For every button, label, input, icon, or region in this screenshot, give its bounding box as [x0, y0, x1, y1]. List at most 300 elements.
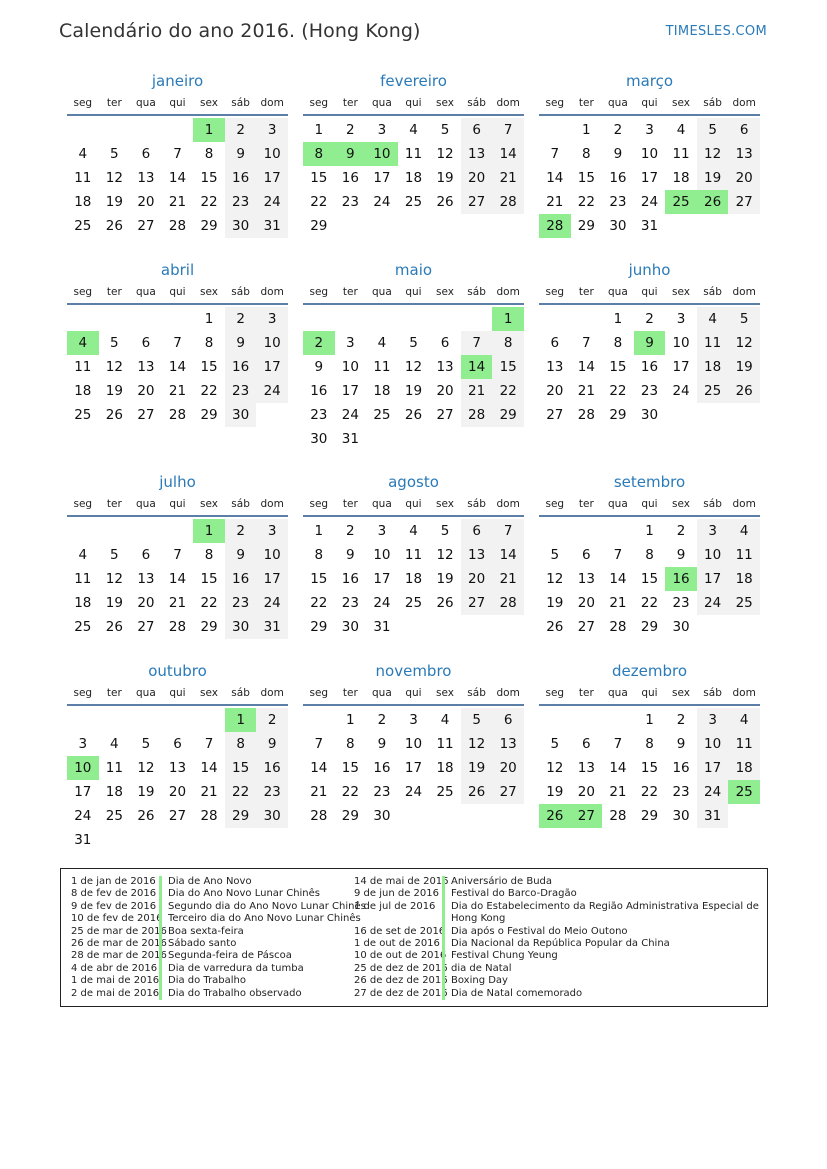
weekday-label: dom: [260, 97, 284, 109]
weekday-label: qui: [169, 97, 186, 109]
day-grid: [303, 118, 524, 262]
day-cell: 24: [404, 784, 423, 800]
day-cell: 27: [461, 190, 493, 214]
day-cell: 17: [256, 567, 288, 591]
weekday-label: sex: [200, 687, 219, 699]
legend-date: 25 de dez de 2016: [354, 962, 448, 974]
weekday-label: qua: [372, 286, 392, 298]
day-cell: 9: [346, 547, 355, 563]
day-cell: 30: [341, 619, 359, 635]
day-cell: 2: [225, 307, 257, 331]
legend-date: 9 de fev de 2016: [71, 900, 157, 912]
weekday-label: dom: [732, 498, 756, 510]
weekday-label: qua: [372, 687, 392, 699]
legend-date: 1 de jan de 2016: [71, 876, 156, 887]
day-cell: 29: [200, 407, 218, 423]
day-cell: 15: [200, 571, 218, 587]
day-cell: 20: [137, 595, 155, 611]
day-cell: 2: [676, 523, 686, 539]
legend-holiday-name: Aniversário de Buda: [442, 876, 552, 888]
day-cell: 30: [672, 619, 690, 635]
day-cell: 5: [110, 146, 119, 162]
weekday-label: sex: [200, 498, 219, 510]
month-name: setembro: [613, 473, 686, 491]
day-cell: 23: [256, 780, 288, 804]
day-cell: 18: [404, 571, 423, 587]
day-cell: 10: [341, 359, 359, 375]
day-cell: 18: [728, 567, 760, 591]
holiday-day-cell: 9: [634, 331, 666, 355]
weekday-label: sáb: [703, 286, 722, 298]
month-name: dezembro: [612, 662, 687, 680]
day-cell: 10: [697, 732, 729, 756]
day-cell: 11: [404, 547, 423, 563]
day-cell: 18: [74, 595, 92, 611]
day-cell: 14: [310, 760, 328, 776]
day-cell: 28: [577, 407, 595, 423]
day-cell: 18: [728, 756, 760, 780]
day-cell: 7: [461, 331, 493, 355]
day-cell: 5: [409, 335, 418, 351]
day-cell: 12: [137, 760, 155, 776]
day-cell: 11: [105, 760, 123, 776]
day-cell: 25: [728, 591, 760, 615]
day-cell: 9: [225, 331, 257, 355]
day-cell: 9: [256, 732, 288, 756]
day-cell: 15: [640, 571, 659, 587]
weekday-header: [303, 686, 524, 704]
day-cell: 7: [582, 335, 591, 351]
day-cell: 21: [168, 194, 187, 210]
day-cell: 30: [310, 431, 328, 447]
day-cell: 3: [256, 118, 288, 142]
day-cell: 26: [728, 379, 760, 403]
day-cell: 8: [204, 547, 214, 563]
day-cell: 22: [310, 595, 328, 611]
weekday-label: qui: [169, 286, 186, 298]
day-cell: 7: [204, 736, 214, 752]
legend-holiday-name: Dia do Estabelecimento da Região Administrativa Especial de: [442, 901, 759, 913]
header-divider: [67, 704, 288, 706]
day-cell: 20: [728, 166, 760, 190]
day-cell: 26: [546, 619, 564, 635]
month-novembro: [303, 660, 524, 852]
legend-date: 8 de fev de 2016: [71, 888, 157, 900]
page-title: Calendário do ano 2016. (Hong Kong): [59, 20, 421, 42]
day-cell: 21: [492, 567, 524, 591]
day-cell: 21: [168, 383, 187, 399]
day-cell: 6: [173, 736, 182, 752]
day-cell: 11: [74, 571, 92, 587]
legend-date: 16 de set de 2016: [354, 925, 446, 937]
day-cell: 29: [225, 804, 257, 828]
day-cell: 16: [341, 170, 359, 186]
day-cell: 16: [256, 756, 288, 780]
day-cell: 20: [137, 383, 155, 399]
day-cell: 23: [225, 379, 257, 403]
day-cell: 29: [310, 619, 328, 635]
weekday-label: ter: [578, 97, 594, 109]
day-cell: 30: [640, 407, 659, 423]
day-cell: 19: [105, 383, 123, 399]
day-cell: 6: [550, 335, 560, 351]
holiday-day-cell: 25: [728, 780, 760, 804]
day-cell: 15: [609, 359, 627, 375]
header-divider: [539, 704, 760, 706]
day-cell: 21: [461, 379, 493, 403]
weekday-label: ter: [106, 687, 122, 699]
weekday-label: dom: [732, 687, 756, 699]
day-cell: 14: [492, 543, 524, 567]
weekday-label: seg: [309, 97, 329, 109]
day-cell: 27: [728, 190, 760, 214]
day-cell: 10: [697, 543, 729, 567]
weekday-label: dom: [260, 687, 284, 699]
day-cell: 25: [697, 379, 729, 403]
day-cell: 27: [461, 591, 493, 615]
legend-date: 2 de mai de 2016: [71, 987, 160, 999]
weekday-label: qui: [169, 498, 186, 510]
day-cell: 15: [310, 571, 328, 587]
day-cell: 1: [204, 311, 214, 327]
day-cell: 6: [461, 519, 493, 543]
month-junho: [539, 259, 760, 451]
day-cell: 18: [74, 383, 92, 399]
day-cell: 15: [640, 760, 659, 776]
day-grid: [303, 708, 524, 852]
day-cell: 29: [341, 808, 359, 824]
day-cell: 15: [225, 756, 257, 780]
day-cell: 11: [672, 146, 690, 162]
holiday-day-cell: 9: [335, 142, 367, 166]
day-cell: 2: [225, 118, 257, 142]
day-cell: 6: [492, 708, 524, 732]
legend-date: 28 de mar de 2016: [71, 950, 167, 962]
weekday-label: ter: [578, 687, 594, 699]
day-cell: 15: [492, 355, 524, 379]
day-cell: 9: [314, 359, 324, 375]
day-cell: 17: [373, 571, 391, 587]
weekday-label: ter: [342, 286, 358, 298]
day-cell: 22: [341, 784, 359, 800]
day-cell: 2: [225, 519, 257, 543]
day-cell: 14: [546, 170, 564, 186]
day-cell: 7: [613, 547, 623, 563]
day-cell: 19: [728, 355, 760, 379]
legend-holiday-name: Dia Nacional da República Popular da China: [442, 938, 670, 950]
day-cell: 1: [346, 712, 355, 728]
day-cell: 6: [582, 547, 591, 563]
legend-date: 9 de jun de 2016: [354, 888, 439, 900]
month-setembro: [539, 471, 760, 663]
weekday-label: qua: [136, 498, 156, 510]
day-cell: 7: [492, 519, 524, 543]
day-cell: 27: [546, 407, 564, 423]
weekday-label: qua: [136, 97, 156, 109]
day-cell: 13: [137, 170, 155, 186]
day-cell: 18: [672, 170, 690, 186]
legend-date: 26 de dez de 2016: [354, 975, 448, 987]
month-name: agosto: [388, 473, 439, 491]
day-cell: 24: [373, 595, 391, 611]
day-cell: 29: [200, 218, 218, 234]
legend-holiday-name: Segunda-feira de Páscoa: [159, 950, 292, 962]
day-cell: 30: [256, 804, 288, 828]
day-cell: 26: [105, 407, 123, 423]
brand-link[interactable]: TIMESLES.COM: [665, 24, 767, 39]
day-cell: 14: [577, 359, 595, 375]
weekday-label: qua: [372, 97, 392, 109]
day-cell: 2: [346, 122, 355, 138]
weekday-label: ter: [106, 97, 122, 109]
day-cell: 26: [461, 780, 493, 804]
weekday-label: sex: [436, 286, 455, 298]
day-cell: 28: [492, 190, 524, 214]
day-cell: 11: [728, 543, 760, 567]
day-cell: 4: [697, 307, 729, 331]
legend-holiday-name: Boa sexta-feira: [159, 926, 244, 938]
month-name: janeiro: [151, 72, 204, 90]
day-cell: 9: [676, 547, 686, 563]
day-cell: 13: [546, 359, 564, 375]
day-cell: 6: [141, 335, 151, 351]
day-cell: 27: [577, 619, 595, 635]
day-cell: 30: [225, 214, 257, 238]
day-cell: 29: [577, 218, 595, 234]
day-cell: 5: [141, 736, 151, 752]
day-cell: 24: [640, 194, 659, 210]
day-cell: 8: [613, 335, 623, 351]
day-cell: 16: [672, 760, 690, 776]
day-cell: 28: [168, 218, 187, 234]
legend-holiday-name: Hong Kong: [442, 913, 505, 925]
day-cell: 4: [377, 335, 387, 351]
day-cell: 30: [672, 808, 690, 824]
day-cell: 19: [436, 571, 454, 587]
weekday-header: [539, 686, 760, 704]
day-cell: 14: [609, 571, 627, 587]
day-cell: 16: [310, 383, 328, 399]
day-cell: 3: [78, 736, 88, 752]
day-cell: 20: [461, 166, 493, 190]
day-cell: 2: [256, 708, 288, 732]
day-cell: 20: [492, 756, 524, 780]
weekday-label: sáb: [467, 97, 486, 109]
day-cell: 24: [256, 379, 288, 403]
day-cell: 30: [373, 808, 391, 824]
weekday-label: ter: [578, 498, 594, 510]
day-cell: 11: [436, 736, 454, 752]
weekday-header: [67, 686, 288, 704]
holiday-day-cell: 27: [571, 804, 603, 828]
day-cell: 23: [373, 784, 391, 800]
day-cell: 28: [168, 619, 187, 635]
day-cell: 17: [697, 756, 729, 780]
day-cell: 30: [609, 218, 627, 234]
month-dezembro: [539, 660, 760, 852]
day-cell: 13: [168, 760, 187, 776]
day-cell: 4: [409, 122, 418, 138]
day-cell: 17: [404, 760, 423, 776]
weekday-label: seg: [545, 498, 565, 510]
day-cell: 21: [168, 595, 187, 611]
holiday-day-cell: 16: [665, 567, 697, 591]
day-cell: 10: [256, 142, 288, 166]
day-cell: 25: [404, 194, 423, 210]
weekday-label: dom: [732, 97, 756, 109]
legend-holiday-name: Festival Chung Yeung: [442, 950, 558, 962]
weekday-label: ter: [578, 286, 594, 298]
day-cell: 29: [310, 218, 328, 234]
day-cell: 7: [173, 547, 182, 563]
month-name: março: [625, 72, 674, 90]
day-cell: 12: [546, 571, 564, 587]
weekday-label: sex: [672, 498, 691, 510]
holiday-day-cell: 1: [193, 118, 225, 142]
day-cell: 28: [492, 591, 524, 615]
weekday-label: qui: [641, 498, 658, 510]
day-cell: 22: [310, 194, 328, 210]
weekday-label: qui: [405, 286, 422, 298]
day-cell: 17: [373, 170, 391, 186]
day-cell: 29: [640, 808, 659, 824]
day-cell: 17: [640, 170, 659, 186]
day-cell: 17: [697, 567, 729, 591]
day-cell: 2: [346, 523, 355, 539]
day-cell: 22: [609, 383, 627, 399]
day-cell: 21: [577, 383, 595, 399]
day-cell: 10: [640, 146, 659, 162]
header-divider: [539, 303, 760, 305]
holiday-day-cell: 26: [697, 190, 729, 214]
day-cell: 22: [200, 194, 218, 210]
day-cell: 12: [436, 547, 454, 563]
day-cell: 13: [137, 571, 155, 587]
day-cell: 26: [137, 808, 155, 824]
weekday-label: sex: [436, 687, 455, 699]
day-cell: 19: [461, 756, 493, 780]
holiday-day-cell: 1: [492, 307, 524, 331]
day-cell: 27: [436, 407, 454, 423]
day-cell: 14: [168, 170, 187, 186]
day-cell: 4: [78, 547, 88, 563]
day-cell: 22: [640, 595, 659, 611]
holiday-day-cell: 25: [665, 190, 697, 214]
weekday-label: seg: [73, 687, 93, 699]
day-cell: 4: [110, 736, 119, 752]
month-abril: [67, 259, 288, 451]
day-cell: 14: [200, 760, 218, 776]
day-cell: 28: [200, 808, 218, 824]
day-cell: 28: [609, 619, 627, 635]
weekday-label: sex: [672, 286, 691, 298]
weekday-label: sáb: [231, 286, 250, 298]
header-divider: [67, 303, 288, 305]
day-cell: 19: [105, 595, 123, 611]
weekday-label: ter: [342, 498, 358, 510]
weekday-label: seg: [309, 498, 329, 510]
weekday-label: qua: [136, 286, 156, 298]
legend-holiday-name: dia de Natal: [442, 963, 512, 975]
day-cell: 23: [672, 595, 690, 611]
day-cell: 16: [225, 355, 257, 379]
day-cell: 20: [577, 595, 595, 611]
day-cell: 15: [577, 170, 595, 186]
day-cell: 23: [341, 595, 359, 611]
day-cell: 2: [613, 122, 623, 138]
month-name: julho: [159, 473, 196, 491]
month-outubro: [67, 660, 288, 852]
day-cell: 7: [613, 736, 623, 752]
day-cell: 25: [74, 407, 92, 423]
day-cell: 20: [461, 567, 493, 591]
weekday-header: [67, 497, 288, 515]
weekday-label: sex: [672, 687, 691, 699]
holiday-day-cell: 8: [303, 142, 335, 166]
day-cell: 7: [173, 335, 182, 351]
day-cell: 31: [256, 214, 288, 238]
day-cell: 5: [728, 307, 760, 331]
month-name: abril: [160, 261, 195, 279]
weekday-label: dom: [496, 97, 520, 109]
day-cell: 1: [582, 122, 591, 138]
day-cell: 14: [609, 760, 627, 776]
day-cell: 8: [204, 335, 214, 351]
day-cell: 6: [728, 118, 760, 142]
month-julho: [67, 471, 288, 663]
day-cell: 6: [141, 146, 151, 162]
day-cell: 13: [461, 543, 493, 567]
weekday-label: sex: [200, 286, 219, 298]
day-cell: 12: [728, 331, 760, 355]
weekday-label: sáb: [231, 498, 250, 510]
legend-holiday-name: Dia de Ano Novo: [159, 876, 252, 888]
header-divider: [539, 114, 760, 116]
month-março: [539, 70, 760, 262]
weekday-label: qui: [405, 687, 422, 699]
day-cell: 26: [436, 194, 454, 210]
day-cell: 1: [645, 523, 654, 539]
weekday-label: qua: [608, 687, 628, 699]
day-cell: 23: [225, 190, 257, 214]
day-cell: 31: [256, 615, 288, 639]
weekday-label: dom: [260, 498, 284, 510]
holiday-day-cell: 1: [193, 519, 225, 543]
day-cell: 24: [341, 407, 359, 423]
day-cell: 7: [173, 146, 182, 162]
day-cell: 24: [697, 591, 729, 615]
weekday-header: [303, 497, 524, 515]
day-cell: 13: [577, 571, 595, 587]
day-cell: 3: [346, 335, 355, 351]
day-cell: 12: [105, 359, 123, 375]
weekday-label: sáb: [703, 498, 722, 510]
day-cell: 1: [613, 311, 623, 327]
weekday-label: qui: [169, 687, 186, 699]
weekday-label: dom: [496, 286, 520, 298]
day-cell: 19: [436, 170, 454, 186]
day-cell: 31: [373, 619, 391, 635]
weekday-label: qui: [641, 687, 658, 699]
weekday-label: ter: [342, 97, 358, 109]
day-cell: 7: [314, 736, 324, 752]
day-cell: 4: [728, 519, 760, 543]
day-cell: 11: [697, 331, 729, 355]
holiday-day-cell: 10: [67, 756, 99, 780]
day-cell: 21: [310, 784, 328, 800]
legend-date: 26 de mar de 2016: [71, 937, 167, 949]
weekday-label: seg: [309, 687, 329, 699]
